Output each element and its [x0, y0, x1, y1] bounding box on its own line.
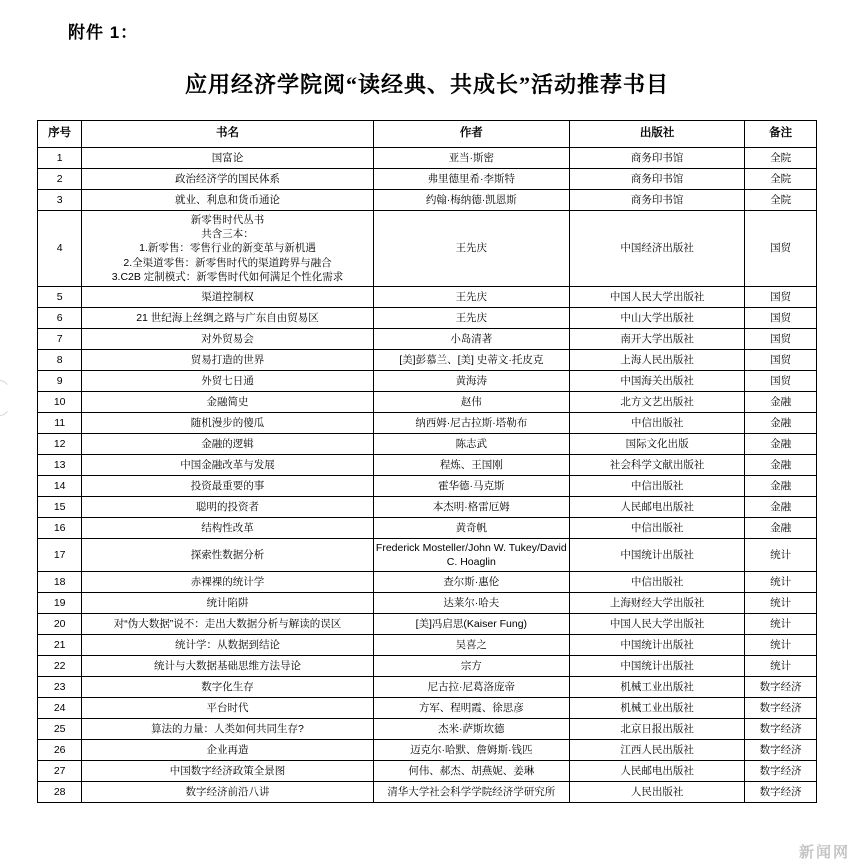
cell-publisher: 人民邮电出版社 [569, 496, 744, 517]
cell-author: 迈克尔·哈默、詹姆斯·钱匹 [373, 740, 569, 761]
cell-index: 15 [38, 496, 82, 517]
cell-note: 统计 [745, 538, 817, 571]
cell-author: 霍华德·马克斯 [373, 475, 569, 496]
cell-note: 金融 [745, 496, 817, 517]
cell-publisher: 商务印书馆 [569, 190, 744, 211]
cell-publisher: 中国海关出版社 [569, 370, 744, 391]
cell-publisher: 社会科学文献出版社 [569, 454, 744, 475]
cell-author: 本杰明·格雷厄姆 [373, 496, 569, 517]
cell-publisher: 南开大学出版社 [569, 328, 744, 349]
cell-index: 1 [38, 148, 82, 169]
cell-note: 数字经济 [745, 719, 817, 740]
cell-index: 7 [38, 328, 82, 349]
cell-publisher: 上海人民出版社 [569, 349, 744, 370]
cell-author: 约翰·梅纳德·凯恩斯 [373, 190, 569, 211]
cell-note: 统计 [745, 656, 817, 677]
cell-note: 国贸 [745, 349, 817, 370]
cell-book-title: 统计学：从数据到结论 [82, 635, 373, 656]
cell-index: 22 [38, 656, 82, 677]
cell-book-title: 算法的力量：人类如何共同生存? [82, 719, 373, 740]
cell-book-title: 聪明的投资者 [82, 496, 373, 517]
table-row [38, 496, 817, 517]
cell-index: 20 [38, 614, 82, 635]
cell-book-title: 平台时代 [82, 698, 373, 719]
cell-note: 统计 [745, 593, 817, 614]
cell-author: 亚当·斯密 [373, 148, 569, 169]
cell-publisher: 机械工业出版社 [569, 698, 744, 719]
cell-author: 王先庆 [373, 286, 569, 307]
cell-book-title: 数字化生存 [82, 677, 373, 698]
cell-note: 国贸 [745, 211, 817, 287]
cell-note: 数字经济 [745, 782, 817, 803]
cell-author: 查尔斯·惠伦 [373, 572, 569, 593]
cell-author: 小岛清著 [373, 328, 569, 349]
cell-publisher: 国际文化出版 [569, 433, 744, 454]
cell-index: 12 [38, 433, 82, 454]
cell-publisher: 北京日报出版社 [569, 719, 744, 740]
table-row [38, 538, 817, 571]
cell-note: 全院 [745, 190, 817, 211]
cell-note: 金融 [745, 433, 817, 454]
table-row [38, 307, 817, 328]
cell-publisher: 中国统计出版社 [569, 538, 744, 571]
cell-publisher: 商务印书馆 [569, 169, 744, 190]
cell-book-title: 探索性数据分析 [82, 538, 373, 571]
page-edge-decoration [0, 380, 12, 416]
cell-note: 国贸 [745, 307, 817, 328]
cell-book-title: 投资最重要的事 [82, 475, 373, 496]
cell-author: 何伟、郝杰、胡燕妮、姜琳 [373, 761, 569, 782]
table-header-row [38, 121, 817, 148]
cell-publisher: 北方文艺出版社 [569, 391, 744, 412]
cell-book-title: 对外贸易会 [82, 328, 373, 349]
cell-publisher: 中信出版社 [569, 517, 744, 538]
header-note: 备注 [745, 121, 817, 148]
cell-author: 程炼、王国刚 [373, 454, 569, 475]
cell-publisher: 中国人民大学出版社 [569, 286, 744, 307]
cell-publisher: 中国人民大学出版社 [569, 614, 744, 635]
cell-publisher: 人民出版社 [569, 782, 744, 803]
cell-note: 国贸 [745, 370, 817, 391]
table-row [38, 593, 817, 614]
cell-note: 金融 [745, 475, 817, 496]
cell-book-title: 统计与大数据基础思维方法导论 [82, 656, 373, 677]
cell-publisher: 中国统计出版社 [569, 656, 744, 677]
table-row [38, 677, 817, 698]
cell-author: [美]冯启思(Kaiser Fung) [373, 614, 569, 635]
cell-author: 黄海涛 [373, 370, 569, 391]
book-list-table [37, 120, 817, 803]
cell-book-title: 对“伪大数据”说不：走出大数据分析与解读的误区 [82, 614, 373, 635]
cell-index: 11 [38, 412, 82, 433]
cell-author: 王先庆 [373, 211, 569, 287]
cell-note: 统计 [745, 572, 817, 593]
table-row [38, 148, 817, 169]
cell-note: 国贸 [745, 328, 817, 349]
table-row [38, 517, 817, 538]
table-row [38, 328, 817, 349]
cell-index: 16 [38, 517, 82, 538]
cell-index: 27 [38, 761, 82, 782]
cell-book-title: 金融简史 [82, 391, 373, 412]
cell-publisher: 江西人民出版社 [569, 740, 744, 761]
table-row [38, 782, 817, 803]
cell-note: 数字经济 [745, 677, 817, 698]
table-row [38, 169, 817, 190]
cell-book-title: 结构性改革 [82, 517, 373, 538]
cell-publisher: 中信出版社 [569, 412, 744, 433]
cell-book-title: 渠道控制权 [82, 286, 373, 307]
cell-note: 全院 [745, 148, 817, 169]
table-row [38, 719, 817, 740]
table-row [38, 698, 817, 719]
cell-publisher: 上海财经大学出版社 [569, 593, 744, 614]
cell-note: 数字经济 [745, 740, 817, 761]
cell-book-title: 国富论 [82, 148, 373, 169]
cell-index: 28 [38, 782, 82, 803]
header-index: 序号 [38, 121, 82, 148]
cell-book-title: 数字经济前沿八讲 [82, 782, 373, 803]
cell-book-title: 中国数字经济政策全景图 [82, 761, 373, 782]
table-row [38, 740, 817, 761]
cell-book-title-line: 新零售时代丛书 [190, 214, 265, 226]
cell-index: 21 [38, 635, 82, 656]
cell-index: 3 [38, 190, 82, 211]
cell-author: 尼古拉·尼葛洛庞帝 [373, 677, 569, 698]
cell-author: 杰米·萨斯坎德 [373, 719, 569, 740]
cell-author: 王先庆 [373, 307, 569, 328]
cell-author: 清华大学社会科学学院经济学研究所 [373, 782, 569, 803]
cell-book-title: 贸易打造的世界 [82, 349, 373, 370]
cell-index: 19 [38, 593, 82, 614]
cell-author: 弗里德里希·李斯特 [373, 169, 569, 190]
cell-author: 方军、程明霞、徐思彦 [373, 698, 569, 719]
table-row [38, 475, 817, 496]
table-row [38, 211, 817, 287]
cell-index: 17 [38, 538, 82, 571]
cell-publisher: 中信出版社 [569, 475, 744, 496]
cell-index: 23 [38, 677, 82, 698]
cell-author: 陈志武 [373, 433, 569, 454]
cell-note: 金融 [745, 412, 817, 433]
cell-index: 25 [38, 719, 82, 740]
cell-note: 统计 [745, 614, 817, 635]
cell-note: 金融 [745, 454, 817, 475]
table-row [38, 391, 817, 412]
cell-publisher: 机械工业出版社 [569, 677, 744, 698]
cell-note: 国贸 [745, 286, 817, 307]
cell-author: 纳西姆·尼古拉斯·塔勒布 [373, 412, 569, 433]
cell-author: 吴喜之 [373, 635, 569, 656]
cell-book-title: 中国金融改革与发展 [82, 454, 373, 475]
cell-publisher: 中国经济出版社 [569, 211, 744, 287]
header-title: 书名 [82, 121, 373, 148]
table-row [38, 454, 817, 475]
cell-book-title-line: 共含三本： [201, 228, 254, 241]
cell-book-title-line: 1.新零售：零售行业的新变革与新机遇 [139, 242, 316, 255]
cell-index: 14 [38, 475, 82, 496]
cell-index: 4 [38, 211, 82, 287]
cell-index: 6 [38, 307, 82, 328]
cell-book-title: 统计陷阱 [82, 593, 373, 614]
table-row [38, 656, 817, 677]
table-row [38, 635, 817, 656]
cell-index: 24 [38, 698, 82, 719]
cell-author: 赵伟 [373, 391, 569, 412]
cell-book-title: 政治经济学的国民体系 [82, 169, 373, 190]
table-row [38, 614, 817, 635]
cell-author: 宗方 [373, 656, 569, 677]
cell-index: 10 [38, 391, 82, 412]
cell-book-title-line: 2.全渠道零售：新零售时代的渠道跨界与融合 [123, 256, 332, 269]
table-row [38, 761, 817, 782]
header-press: 出版社 [569, 121, 744, 148]
table-row [38, 572, 817, 593]
cell-index: 2 [38, 169, 82, 190]
cell-index: 9 [38, 370, 82, 391]
cell-note: 数字经济 [745, 761, 817, 782]
cell-book-title: 21 世纪海上丝绸之路与广东自由贸易区 [82, 307, 373, 328]
cell-publisher: 人民邮电出版社 [569, 761, 744, 782]
header-author: 作者 [373, 121, 569, 148]
table-row [38, 412, 817, 433]
cell-book-title: 赤裸裸的统计学 [82, 572, 373, 593]
table-row [38, 286, 817, 307]
watermark: 新闻网 [798, 844, 850, 861]
cell-index: 18 [38, 572, 82, 593]
cell-publisher: 中山大学出版社 [569, 307, 744, 328]
cell-book-title: 就业、利息和货币通论 [82, 190, 373, 211]
cell-index: 26 [38, 740, 82, 761]
cell-note: 金融 [745, 517, 817, 538]
cell-index: 13 [38, 454, 82, 475]
cell-note: 统计 [745, 635, 817, 656]
cell-book-title: 随机漫步的傻瓜 [82, 412, 373, 433]
cell-note: 全院 [745, 169, 817, 190]
cell-index: 8 [38, 349, 82, 370]
cell-book-title-line: 3.C2B 定制模式：新零售时代如何满足个性化需求 [111, 270, 344, 283]
page-title: 应用经济学院阅“读经典、共成长”活动推荐书目 [184, 72, 669, 97]
cell-book-title: 企业再造 [82, 740, 373, 761]
table-row [38, 349, 817, 370]
cell-publisher: 中国统计出版社 [569, 635, 744, 656]
cell-index: 5 [38, 286, 82, 307]
cell-author: 黄奇帆 [373, 517, 569, 538]
cell-publisher: 商务印书馆 [569, 148, 744, 169]
cell-publisher: 中信出版社 [569, 572, 744, 593]
table-row [38, 190, 817, 211]
table-row [38, 433, 817, 454]
cell-book-title: 外贸七日通 [82, 370, 373, 391]
cell-book-title: 金融的逻辑 [82, 433, 373, 454]
cell-author: [美]彭慕兰、[美] 史蒂文·托皮克 [373, 349, 569, 370]
table-row [38, 370, 817, 391]
cell-author: 达莱尔·哈夫 [373, 593, 569, 614]
cell-note: 数字经济 [745, 698, 817, 719]
cell-note: 金融 [745, 391, 817, 412]
attachment-label: 附件 1： [68, 23, 139, 42]
cell-book-title [82, 211, 373, 287]
cell-author: Frederick Mosteller/John W. Tukey/David C. Hoaglin [373, 538, 569, 571]
